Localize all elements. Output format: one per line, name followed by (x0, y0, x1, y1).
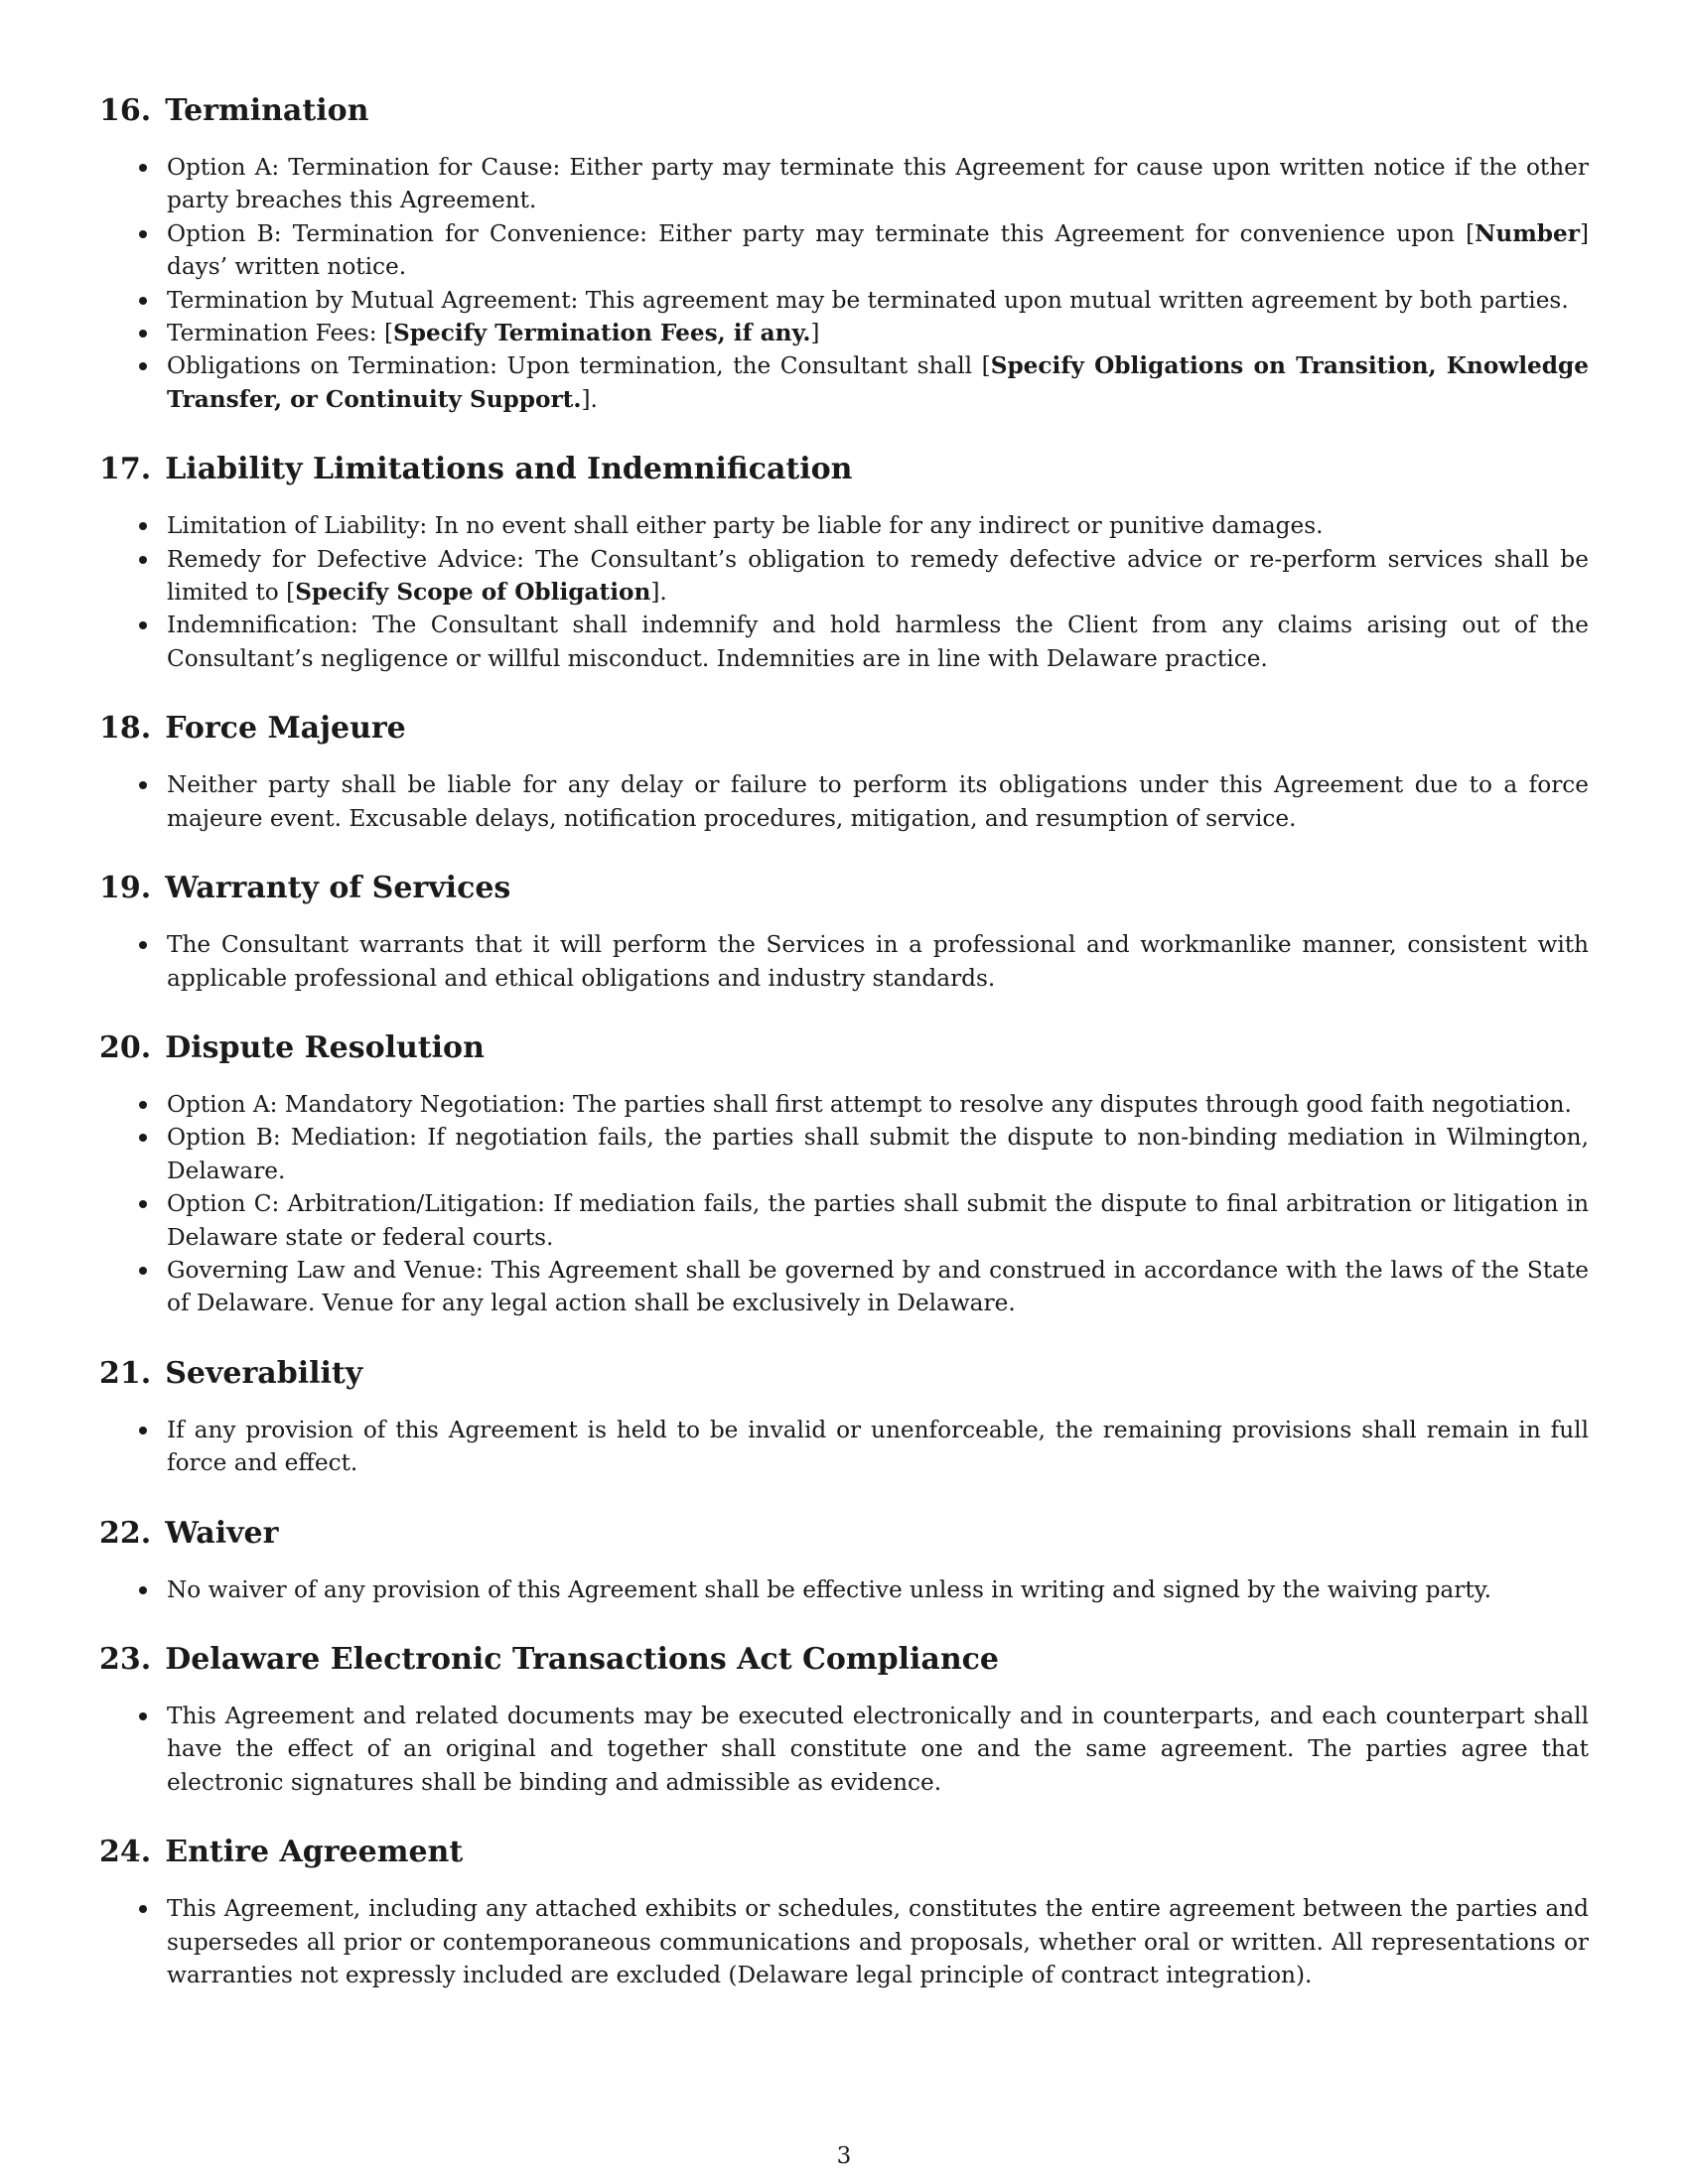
clause-text: Termination by Mutual Agreement: This agreement may be terminated upon mutual written agreement by both parties. (167, 286, 1569, 314)
clause-text: No waiver of any provision of this Agreement shall be effective unless in writing and signed by the waiving party. (167, 1575, 1492, 1603)
section-20 (99, 1028, 1589, 1320)
bullet-list (99, 1700, 1589, 1799)
bullet-item (99, 1187, 1589, 1254)
bullet-list (99, 151, 1589, 416)
clause-text: This Agreement, including any attached exhibits or schedules, constitutes the entire agreement between the parties and supersedes all prior or contemporaneous communications and proposals, whether oral or written. All representations or warranties not expressly included are excluded (Delaware legal principle of contract integration). (167, 1895, 1589, 1988)
placeholder-text: Specify Scope of Obligation (295, 579, 651, 607)
bullet-item (99, 928, 1589, 995)
section-18 (99, 709, 1589, 835)
section-17 (99, 450, 1589, 675)
section-16 (99, 91, 1589, 416)
section-heading (99, 869, 1589, 908)
placeholder-text: Specify Termination Fees, if any. (393, 320, 811, 347)
clause-text: This Agreement and related documents may be executed electronically and in counterparts, and each counterpart shall have the effect of an original and together shall constitute one and the same agreement. The parties agree that electronic signatures shall be binding and admissible as evidence. (167, 1702, 1589, 1796)
bullet-item (99, 1254, 1589, 1320)
bullet-item (99, 284, 1589, 317)
section-number: 21. (99, 1355, 152, 1391)
bullet-item (99, 217, 1589, 284)
section-heading (99, 1640, 1589, 1680)
bullet-item (99, 1700, 1589, 1799)
bullet-item (99, 768, 1589, 835)
clause-text: Indemnification: The Consultant shall indemnify and hold harmless the Client from any claims arising out of the Consultant’s negligence or willful misconduct. Indemnities are in line with Delaware practice. (167, 612, 1589, 672)
section-24 (99, 1833, 1589, 1991)
clause-text: Neither party shall be liable for any delay or failure to perform its obligations under this Agreement due to a force majeure event. Excusable delays, notification procedures, mitigation, and resumption of service. (167, 771, 1589, 832)
section-heading (99, 91, 1589, 131)
section-heading (99, 450, 1589, 489)
section-title: Warranty of Services (165, 871, 511, 906)
section-heading (99, 1514, 1589, 1554)
section-title: Delaware Electronic Transactions Act Compliance (165, 1641, 999, 1677)
bullet-item (99, 1121, 1589, 1187)
section-number: 16. (99, 93, 152, 128)
clause-text: Option B: Termination for Convenience: Either party may terminate this Agreement for convenience upon [ (167, 219, 1476, 247)
clause-text: The Consultant warrants that it will perform the Services in a professional and workmanlike manner, consistent with applicable professional and ethical obligations and industry standards. (167, 931, 1589, 992)
clause-text: Obligations on Termination: Upon termination, the Consultant shall [ (167, 352, 991, 380)
clause-text: Option B: Mediation: If negotiation fails, the parties shall submit the dispute to non-binding mediation in Wilmington, Delaware. (167, 1124, 1589, 1184)
bullet-list (99, 928, 1589, 995)
section-heading (99, 1354, 1589, 1394)
bullet-item (99, 151, 1589, 217)
bullet-item (99, 1892, 1589, 1991)
placeholder-text: Specify Obligations on Transition, Knowledge Transfer, or Continuity Support. (167, 352, 1589, 413)
section-number: 17. (99, 452, 152, 487)
section-number: 23. (99, 1641, 152, 1677)
section-number: 20. (99, 1029, 152, 1065)
section-title: Entire Agreement (165, 1835, 464, 1870)
clause-text: Option A: Termination for Cause: Either party may terminate this Agreement for cause upon written notice if the other party breaches this Agreement. (167, 154, 1589, 214)
section-heading (99, 1028, 1589, 1068)
section-number: 24. (99, 1835, 152, 1870)
clause-text: Option C: Arbitration/Litigation: If mediation fails, the parties shall submit the dispute to final arbitration or litigation in Delaware state or federal courts. (167, 1190, 1589, 1251)
section-22 (99, 1514, 1589, 1606)
section-title: Waiver (165, 1515, 279, 1551)
section-title: Dispute Resolution (165, 1029, 485, 1065)
bullet-list (99, 1088, 1589, 1320)
section-heading (99, 709, 1589, 749)
section-19 (99, 869, 1589, 995)
bullet-list (99, 1414, 1589, 1480)
bullet-list (99, 1573, 1589, 1606)
section-heading (99, 1833, 1589, 1872)
bullet-item (99, 1088, 1589, 1121)
bullet-item (99, 1573, 1589, 1606)
bullet-list (99, 768, 1589, 835)
bullet-item (99, 1414, 1589, 1480)
page-number: 3 (836, 2143, 852, 2169)
section-title: Force Majeure (165, 711, 406, 747)
clause-text: ]. (650, 579, 667, 607)
bullet-item (99, 509, 1589, 542)
clause-text: If any provision of this Agreement is held to be invalid or unenforceable, the remaining provisions shall remain in full force and effect. (167, 1416, 1589, 1477)
document-body (99, 91, 1589, 2025)
bullet-item (99, 609, 1589, 675)
clause-text: Governing Law and Venue: This Agreement shall be governed by and construed in accordance with the laws of the State of Delaware. Venue for any legal action shall be exclusively in Delaware. (167, 1256, 1589, 1317)
bullet-item (99, 349, 1589, 416)
section-title: Liability Limitations and Indemnification (165, 452, 853, 487)
clause-text: Remedy for Defective Advice: The Consultant’s obligation to remedy defective advice or re-perform services shall be limited to [ (167, 545, 1589, 607)
section-number: 19. (99, 871, 152, 906)
section-23 (99, 1640, 1589, 1799)
placeholder-text: Number (1475, 219, 1580, 247)
bullet-list (99, 1892, 1589, 1991)
section-title: Severability (165, 1355, 363, 1391)
clause-text: Limitation of Liability: In no event shall either party be liable for any indirect or punitive damages. (167, 512, 1324, 540)
clause-text: Option A: Mandatory Negotiation: The parties shall first attempt to resolve any disputes through good faith negotiation. (167, 1090, 1572, 1118)
section-number: 22. (99, 1515, 152, 1551)
section-title: Termination (165, 93, 369, 128)
clause-text: ] (810, 320, 820, 347)
section-21 (99, 1354, 1589, 1480)
clause-text: ] days’ written notice. (167, 219, 1589, 281)
clause-text: ]. (581, 385, 598, 413)
bullet-item (99, 543, 1589, 610)
bullet-item (99, 317, 1589, 349)
bullet-list (99, 509, 1589, 675)
section-number: 18. (99, 711, 152, 747)
clause-text: Termination Fees: [ (167, 320, 394, 347)
